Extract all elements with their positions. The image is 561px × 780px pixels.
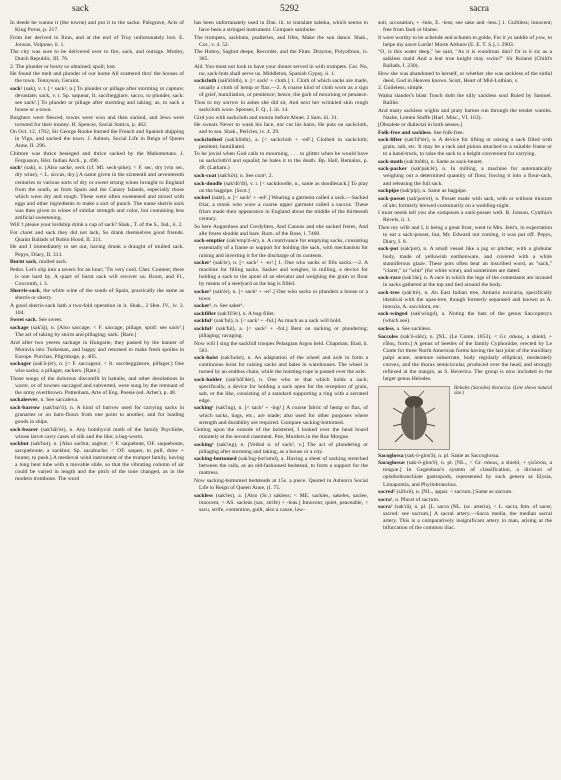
dictionary-entry xyxy=(378,504,552,532)
headword: sackless xyxy=(194,492,213,499)
dictionary-entry xyxy=(10,340,184,361)
dictionary-entry xyxy=(194,195,368,223)
dictionary-entry xyxy=(10,361,184,375)
dictionary-entry xyxy=(194,78,368,99)
dictionary-entry xyxy=(10,222,184,229)
dictionary-entry xyxy=(378,453,552,460)
header-right-guideword: sacra xyxy=(469,4,489,14)
dictionary-entry xyxy=(378,246,552,274)
dictionary-entry xyxy=(10,376,184,397)
entry-text: Walna slander's blast Touch doth the silly sackless soul Ruled by Samuel. Baillie. xyxy=(378,92,552,107)
headword: sack-winged xyxy=(378,311,408,318)
dictionary-entry xyxy=(194,137,368,151)
dictionary-entry xyxy=(378,49,552,70)
dictionary-entry xyxy=(10,325,184,339)
headword: sack-coat xyxy=(194,172,217,179)
dictionary-entry xyxy=(378,130,552,137)
entry-text: On Oct. 12, 1702, Sir George Rooke burned the French and Spanish shipping in Vigo, and sacked the town. J. Ashton, Social Life in Reign of Queen Anne, II. 296. xyxy=(10,129,184,150)
dictionary-entry xyxy=(194,442,368,456)
dictionary-entry xyxy=(378,210,552,224)
dictionary-entry xyxy=(194,35,368,49)
header-left-guideword: sack xyxy=(72,4,89,14)
dictionary-entry xyxy=(194,427,368,441)
headword: sackaleever xyxy=(10,397,38,404)
entry-text: (sak'fil'ėr), n. A bag-filler. xyxy=(216,310,276,317)
entry-text: The city was sure to be delivered over to fire, sack, and outrage. Motley, Dutch Republic, III. 76. xyxy=(10,49,184,63)
dictionary-entry xyxy=(194,181,368,195)
dictionary-entry xyxy=(10,64,184,71)
entry-text: Those songs of the dolorous discomfit in battaile, and other desolations in warre, or of townes saccaged and subverted, were sung by the remnant of the army overthrown. Puttenham, Arte of Eng. Poesie (ed. Arber), p. 48. xyxy=(10,375,184,396)
dictionary-entry xyxy=(378,460,552,488)
dictionary-entry xyxy=(10,20,184,34)
headword: sack-tree xyxy=(378,289,400,296)
dictionary-entry xyxy=(10,86,184,114)
headword: sack-pot xyxy=(378,246,399,253)
headword: sacless xyxy=(378,325,394,332)
dictionary-entry xyxy=(10,317,184,324)
entry-text: ¹ (sak'ful), n. [< sack¹ + -ful.] As much as a sack will hold. xyxy=(211,318,342,325)
entry-text: (sak'kōt), n. See coat¹, 2. xyxy=(216,172,273,179)
entry-text: (sak'dö'dl), v. i. [< sackdoodle, n., same as doodlesack.] To play on the bagpipe. [Scot.] xyxy=(199,180,368,194)
dictionary-entry xyxy=(194,238,368,259)
headword: sackclothed xyxy=(194,136,222,143)
entry-text: Getting upon the outside of the bolstered, I looked over the head board minutely at the second casement. Poe, Murders in the Rue Morgue. xyxy=(194,427,368,441)
headword: sacking xyxy=(194,405,213,412)
dictionary-entry xyxy=(378,275,552,289)
entry-text: (sak'klôtht), a. [< sackcloth + -ed².] Clothed in sackcloth; penitent; humiliated. xyxy=(199,136,368,150)
dictionary-entry xyxy=(10,303,184,317)
entry-text: , a. See sackless. xyxy=(393,325,432,332)
headword: sack-moth xyxy=(378,158,403,165)
entry-text: , n. See saccaleva. xyxy=(37,397,79,404)
entry-text: (sak'ing-bot'umd), a. Having a sheet of sacking stretched between the rails, as an old-fashioned bedstead, to form a support for the mattress. xyxy=(199,456,368,477)
entry-text: A good sherris-sack hath a two-fold operation in it. Shak., 2 Hen. IV., iv. 3. 104. xyxy=(10,302,184,316)
beetle-illustration xyxy=(378,386,450,450)
dictionary-entry xyxy=(378,108,552,122)
headword: sacred xyxy=(378,489,394,496)
headword: sack-emptier xyxy=(194,238,226,245)
entry-text: From her derived to Ilion, and at the end of Troy unfortunately lost. E. Jonson, Volpone, ii. 1. xyxy=(10,34,184,48)
headword: Sweet sack xyxy=(10,317,36,324)
page-header xyxy=(12,4,549,18)
headword: Burnt sack xyxy=(10,259,37,266)
dictionary-entry xyxy=(378,166,552,187)
headword: sack-holder xyxy=(194,376,222,383)
dictionary-entry xyxy=(10,427,184,441)
entry-text: [Obsolete or dialectal in both senses.] xyxy=(378,122,463,129)
headword: sacker xyxy=(194,303,210,310)
entry-text: (sak'āj), n. [Also saccage; < F. saccage, pillage, spoil: see sack².] The act of taking by storm and pillaging; sack. [Rare.] xyxy=(15,324,184,339)
entry-text: Now sacking-bottomed bedsteads at 15s. a piece. Quoted in Ashton's Social Life in Reign of Queen Anne, (I. 75. xyxy=(194,477,368,491)
entry-text: suit, accusation, + -leás, E. -less; see sake and -less.] 1. Guiltless; innocent; free from fault or blame. xyxy=(378,20,552,34)
entry-text: He found the melt and plunder of our home All scattered thro' the houses of the town. Tennyson, Geraint. xyxy=(10,71,184,85)
entry-text: ¹, n. Plural of sacrum. xyxy=(390,496,440,503)
entry-text: Then my wife and I, it being a great frost, went to Mrs. Jem's, in expectation to eat a sack-posset, but, Mr. Edward not coming, it was put off. Pepys, Diary, I. 8. xyxy=(378,224,552,245)
entry-text: ² (sak), v. t. [< sack², n.] To plunder or pillage after storming or capture; devastate; sack, v. t. Sp. saquear, It. saccheggiare, sacco, to plunder, sack: see sack¹.] To plunder or pillage after storming and taking; as, to sack a house or a town. xyxy=(15,85,184,114)
dictionary-entry xyxy=(10,115,184,129)
entry-text: (sak-ō-glos'ē), n. pl. [NL., < Gr. σάκος, a shield, + γλῶσσα, a tongue.] In Gegenbaur's system of classification, a division of opisthobranchiate gastropods, represented by such genera as Elysia, Limapontia, and Phyllobranchus. xyxy=(383,460,552,488)
dictionary-entry xyxy=(10,441,184,483)
dictionary-entry xyxy=(194,151,368,172)
headword: sack xyxy=(10,165,21,172)
headword: sack-bearer xyxy=(10,426,39,433)
entry-text: (sak'hoist), n. An adaptation of the wheel and axle to form a continuous hoist for raising sacks and bales in warehouses. The wheel is turned by an endless chain, while the hoisting-rope is passed over the axle. xyxy=(199,355,368,376)
entry-text: (sak'but), n. [Also sacbut, sagbut; < F. saquebute, OF. saqueboute, sacqueboute, a sackbut; Sp. sacabuche; < OF. saquer, to pull, draw + bouter, to push.] A medieval wind instrument of the trumpet family, having a long bent tube with a movable slide, so that the vibrating column of air could be varied in length and the pitch of the tone changed, as in the modern trombone. The word xyxy=(15,441,184,483)
dictionary-entry xyxy=(194,64,368,78)
dictionary-entry xyxy=(10,244,184,258)
headword: Folk-free and sackless xyxy=(378,129,431,136)
entry-text: (sak'môth), n. Same as sack-bearer. xyxy=(402,158,484,165)
headword: sackfiller xyxy=(194,310,217,317)
headword: Sherris-sack xyxy=(10,288,40,295)
dictionary-entry xyxy=(378,489,552,496)
entry-text: He swears Never to wash his face, nor cut his hairs; He puts on sackcloth, and to sea. Shak., Pericles, iv. 4. 29. xyxy=(194,122,368,136)
dictionary-entry xyxy=(10,129,184,150)
dictionary-entry xyxy=(194,122,368,136)
headword: sack-lifter xyxy=(378,137,403,144)
entry-text: (sak'les), a. [Also (Sc.) sakless; < ME. sackles, sakeles, saclee, innocent, < AS. sacleás (sac, strife) + -leás.] Innocent, quiet, peaceable, < sacu, strife, contention, guilt, also a cause, law- xyxy=(199,492,368,513)
entry-text: The Hoboy, Sagbut deepe, Recorder, and the Flute. Drayton, Polyolbion, iv. 365. xyxy=(194,49,368,63)
entry-text: ² (sak'ėr), n. [< sack² + -er¹.] One who sacks or plunders a house or a town. xyxy=(199,288,368,302)
dictionary-entry xyxy=(194,478,368,492)
dictionary-entry xyxy=(194,20,368,34)
headword: sackbut xyxy=(10,441,29,448)
page-number: 5292 xyxy=(280,4,299,14)
entry-text: (sak'emp'ti-ėr), n. A contrivance for emptying sacks, consisting essentially of a frame or support for holding the sack, with mechanism for raising and inverting it for the discharge of its contents. xyxy=(199,238,368,259)
entry-text: ² (sak'ful), a. [< sack² + -ful.] Bent on sacking or plundering; pillaging; ravaging. xyxy=(199,325,368,340)
headword: sack-hoist xyxy=(194,355,218,362)
entry-text: . See sweet. xyxy=(35,317,63,324)
dictionary-entry xyxy=(378,188,552,195)
entry-text: So here Augustines and Cordyliers, And Canons and eke sacked freres, And alle freres shodde and bare. Rom. of the Rose, l. 7460. xyxy=(194,223,368,237)
entry-text: In deede he wanne it (the towne) and put it to the sacke. Palsgrave, Acts of King Porus, p. 217. xyxy=(10,20,184,34)
dictionary-entry xyxy=(194,100,368,114)
headword: sack-barrow xyxy=(10,404,41,411)
dictionary-entry xyxy=(10,405,184,426)
entry-text: Thus to my sorrow in ashes she did sit, And next her wrinkled skin rough sackcloth wore. Spenser, F. Q., I. iii. 14. xyxy=(194,100,368,114)
headword: sackager xyxy=(10,361,32,368)
dictionary-entry xyxy=(378,334,552,383)
dictionary-entry xyxy=(194,355,368,376)
figure-caption: Helodes (Sacodes) thoracica. (Line shows natural size.) xyxy=(454,385,552,397)
entry-text: For claret and sack they did not lack, So drank themselves good friends. Quaint Ballads of Robin Hood, II. 211. xyxy=(10,229,184,243)
headword: sack-packer xyxy=(378,166,407,173)
entry-text: Will 't please your lordship drink a cup of sack? Shak., T. of the S., Ind., ii. 2. xyxy=(10,222,183,229)
entry-text: ³, n. See saker¹. xyxy=(209,303,244,310)
dictionary-entry xyxy=(10,49,184,63)
entry-text: ¹ (sak'ing), n. [< sack¹ + -ing¹.] A coarse fabric of hemp or flax, of which sacks, bags, etc., are made; also used for other purposes where strength and durability are required. Compare sacking-bottomed. xyxy=(199,405,368,426)
entry-text: (sak'rās), n. A race in which the legs of the contestants are incased in sacks gathered at the top and tied around the body. xyxy=(383,275,552,289)
dictionary-entry xyxy=(194,493,368,514)
dictionary-entry xyxy=(194,224,368,238)
entry-text: And many sackless wights and praty barnes run through the tender wambs. Nashe, Lenten Stuffe (Harl. Misc., VI. 163). xyxy=(378,107,552,121)
entry-text: ² (sā'krē), n. [NL., appar. < sacrum.] Same as sacrum. xyxy=(393,489,513,496)
figure xyxy=(378,386,552,450)
entry-text: ³ (sak), n. [Also sacke, seck (cf. Ml. seck-pike); < F. sec, dry (vin sec, dry wine), < L. siccus, dry.] A name given in the sixteenth and seventeenth centuries to various sorts of dry or sweet strong wines brought to England from the south, as from Spain and the Canary Islands, especially those which were dry and rough. These were often sweetened and mixed with eggs and other ingredients to make a sort of punch. The name sherris sack was then given to wines of similar strength and color, but containing less artificial sweetening. xyxy=(15,165,184,221)
entry-text: (sak'trē), n. An East Indian tree, Antiaris toxicaria, specifically identical with the upas-tree, though formerly separated and known as A. innoxia, A. saccidora, etc. xyxy=(383,289,552,310)
dictionary-entry xyxy=(194,326,368,340)
entry-text: (sak'pak'ėr), n. In milling, a machine for automatically weighing out a determined quantity of flour, forcing it into a flour-sack, and releasing the full sack. xyxy=(383,166,552,187)
dictionary-entry xyxy=(194,49,368,63)
headword: sackful xyxy=(194,318,212,325)
entry-text: (sak'hōl'dėr), n. One who or that which holds a sack; specifically, a device for holding a sack open for the reception of grain, salt, or the like, consisting of a standard supporting a ring with a serrated edge. xyxy=(199,376,368,404)
dictionary-entry xyxy=(378,311,552,325)
dictionary-entry xyxy=(378,71,552,85)
column-2 xyxy=(194,20,368,772)
entry-text: How she was abandoned to herself, or whether she was sackless of the sinful deed, God in Heaven knows. Scott, Heart of Mid-Lothian, v. xyxy=(378,70,552,84)
dictionary-entry xyxy=(194,456,368,477)
dictionary-entry xyxy=(378,122,552,129)
headword: sacking xyxy=(194,441,213,448)
dictionary-entry xyxy=(378,93,552,107)
entry-text: ² (sak'ing), n. [Verbal n. of sack², v.] The act of plundering or pillaging after storming and taking, as a house or a city. xyxy=(199,441,368,455)
entry-text: ² (sak'rā), n. pl. [L. sacra (NL. (sc. arteria), < L. sacra, fem. of sacer, sacred: see sacrum.] A sacral artery.—Sacra media, the median sacral artery. This is a comparatively insignificant artery in man, arising at the bifurcation of the common iliac. xyxy=(383,504,552,532)
dictionary-entry xyxy=(378,326,552,333)
headword: Saccoles xyxy=(378,333,398,340)
entry-text: (sak'pot), n. A small vessel like a jug or pitcher, with a globular body, made of yellowish earthenware, and covered with a white stanniferous glaze. These pots often bear an inscribed word, as "sack," "claret," or "whit" (for white wine), and sometimes are dated. xyxy=(383,246,552,274)
entry-text: (sak'pip), n. Same as bagpipe. xyxy=(398,188,467,195)
headword: sack-posset xyxy=(378,195,406,202)
dictionary-entry xyxy=(10,259,184,266)
entry-text: (sakt), a. [< sack¹ + -ed².] Wearing a garment called a sack.—Sacked friar, a monk who wore a coarse upper garment called a saccus. These friars made their appearance in England about the middle of the thirteenth century. xyxy=(199,195,368,223)
entry-text: , the white wine of the south of Spain, practically the same as sherris or sherry. xyxy=(15,288,184,302)
dictionary-entry xyxy=(10,397,184,404)
entry-text: (sak'bar'ō), n. A kind of barrow used for carrying sacks in granaries or on barn-floors from one point to another, and for loading goods in ships. xyxy=(15,404,184,426)
entry-text: 2. The plunder or booty so obtained; spoil; lost. xyxy=(10,63,117,70)
dictionary-entry xyxy=(194,260,368,288)
entry-text: (sak'lif'tėr), n. A device for lifting or raising a sack filled with grain, salt, etc. It may be a rack and pinion attached to a suitable frame or to a hand-truck, to raise the sack to a height convenient for carrying. xyxy=(383,137,552,158)
entry-text: Now will I sing the sackfull troopes Pelasgian Argos held. Chapman, Iliad, ii. 581. xyxy=(194,340,368,354)
entry-text: The trumpets, sackbuts, psalteries, and fifes, Make the sun dance. Shak., Cor., v. 4. 52. xyxy=(194,34,368,48)
dictionary-entry xyxy=(194,341,368,355)
dictionary-entry xyxy=(10,288,184,302)
entry-text: (sak'klôth), n. [< sack¹ + cloth.] 1. Cloth of which sacks are made, usually a cloth of hemp or flax.—2. A coarse kind of cloth worn as a sign of grief, humiliation, or penitence; hence, the garb of mourning or penance. xyxy=(199,78,368,99)
headword: sacker xyxy=(194,288,210,295)
dictionary-entry xyxy=(10,267,184,288)
dictionary-entry xyxy=(194,405,368,426)
entry-text: It were worthy to be schende and schuten to golde, For it ys saddie of yow, to helpe my sacre Lorde! Morte Arthure (E. E. T. S.), l. 2903. xyxy=(378,34,552,48)
entry-text: "O, is this water deep," he said, "As it is wondrous dun? Or is it sic as a saikless maid And a leal true knight may swim?" Sir Roland (Child's Ballads, I. 230). xyxy=(378,49,552,70)
headword: sackful xyxy=(194,325,212,332)
dictionary-entry xyxy=(194,115,368,122)
dictionary-entry xyxy=(194,289,368,303)
dictionary-entry xyxy=(378,196,552,210)
dictionary-entry xyxy=(378,35,552,49)
headword: sacking-bottomed xyxy=(194,456,237,463)
headword: sacra xyxy=(378,496,391,503)
entry-text: , mulled sack. xyxy=(36,259,68,266)
entry-text: (sak'ō-slēz), n. [NL. (Le Conte, 1853), < Gr. σάκος, a shield, + εἶδος, form.] A genus of beetles of the family Cyphonidæ, erected by Le Conte for three North American forms having the last joint of the maxillary palpi acute, antennæ subserrate, body regularly elliptical, moderately convex, and the thorax semicircular, produced over the head, and strongly reflexed at the margin, as S. Beverica. The group is now included in the larger genus Helodes. xyxy=(383,333,552,382)
headword: Sacoglossæ xyxy=(378,460,405,467)
entry-text: Pedro. Let's slip into a tavern for an hour; 'Tis very cold. Cher. Content; there is one hard by. A quart of burnt sack will recover us. Brom, and Fl., Coxcomb, i. 3. xyxy=(10,266,184,287)
entry-text: ¹ (sak'ėr), n. [< sack¹ + -er¹.] 1. One who sacks or fills sacks.—2. A machine for filling sacks. Sacker and weigher, in milling, a device for holding a sack to the spout of an elevator and weighing the grain or flour by means of a steelyard as the bag is filled. xyxy=(199,260,368,288)
headword: sacker xyxy=(194,260,210,267)
entry-text: (sak'bãr'ėr), n. Any bombycid moth of the family Psychidæ, whose larvæ carry cases of silk and the like; a bag-worm. xyxy=(15,426,184,440)
dictionary-entry xyxy=(378,85,552,92)
dictionary-entry xyxy=(194,303,368,310)
dictionary-entry xyxy=(194,318,368,325)
entry-text: To be jovial when God calls to mourning, . . . to glitter when he would have us sackcloth'd and squalid; he hates it to the death. Bp. Hall, Remains, p. 48. (Latham.) xyxy=(194,151,368,172)
entry-text: has been unfortunately used in Dan. iii. to translate sabeka, which seems to have been a stringed instrument. Compare sambuke. xyxy=(194,20,368,34)
dictionary-entry xyxy=(378,159,552,166)
dictionary-entry xyxy=(378,225,552,246)
dictionary-entry xyxy=(194,173,368,180)
entry-text: I must needs tell you she composes a sack-posset well. B. Jonson, Cynthia's Revels, ii. 1. xyxy=(378,210,552,224)
headword: sack-doodle xyxy=(194,180,223,187)
entry-text: (sak'ā-jėr), n. [< F. saccageur, < It. saccheggiatore, pillager.] One who sacks; a pillager, sackers. [Rare.] xyxy=(15,361,184,375)
entry-text: Burghers were fleeced, towns were won and then sacked, and Jews were tortured for their money. H. Spencer, Social Statics, p. 462. xyxy=(10,114,184,128)
entry-text: 2. Guileless; simple. xyxy=(378,85,424,92)
headword: sacra xyxy=(378,504,391,511)
headword: sackpipe xyxy=(378,188,399,195)
entry-text: (sak-ō-glos'ä), n. pl. Same as Saccoglossa. xyxy=(403,452,500,459)
dictionary-entry xyxy=(10,151,184,165)
entry-text: Gird you with sackcloth and mourn before Abner. 2 Sam. iii. 31. xyxy=(194,114,339,121)
headword: sackcloth xyxy=(194,78,217,85)
headword: sack-race xyxy=(378,275,401,282)
entry-text: (sak'pos'et), n. Posset made with sack, with or without mixture of ale; formerly brewed customarily on a wedding-night. xyxy=(383,195,552,209)
column-1 xyxy=(10,20,184,772)
headword: sackage xyxy=(10,324,29,331)
dictionary-entry xyxy=(10,230,184,244)
headword: sack xyxy=(10,85,21,92)
dictionary-entry xyxy=(378,137,552,158)
headword: sacked xyxy=(194,195,211,202)
dictionary-entry xyxy=(378,20,552,34)
dictionary-entry xyxy=(10,165,184,221)
entry-text: (sak'wingd), a. Noting the bats of the genus Saccopteryx (which see). xyxy=(383,311,552,325)
dictionary-entry xyxy=(378,497,552,504)
entry-text: . See folk-free. xyxy=(430,129,464,136)
dictionary-entry xyxy=(10,71,184,85)
entry-text: And after two yeeres sackage in Hungarie, they passed by the banner of Moravia into Turkestan, and happy and returned to make fresh spoiles in Europe. Purchas, Pilgrimage, p. 405. xyxy=(10,339,184,360)
entry-text: He and I immediately to set out, having drunk a draught of mulled sack. Pepys, Diary, II. 313. xyxy=(10,244,184,258)
dictionary-entry xyxy=(194,311,368,318)
entry-text: Ald. You must not look to have your dinner served in with trumpets. Cor. No, no, sack-buts shall serve us. Middleton, Spanish Gypsy, ii. 1. xyxy=(194,63,368,77)
dictionary-entry xyxy=(194,377,368,405)
headword: Sacoglossa xyxy=(378,452,404,459)
dictionary-entry xyxy=(10,35,184,49)
dictionary-entry xyxy=(378,290,552,311)
entry-text: Chittore was thrice besieged and thrice sacked by the Mahometans. J. Fergusson, Hist. Indian Arch., p. 490. xyxy=(10,150,184,164)
column-3 xyxy=(378,20,552,772)
